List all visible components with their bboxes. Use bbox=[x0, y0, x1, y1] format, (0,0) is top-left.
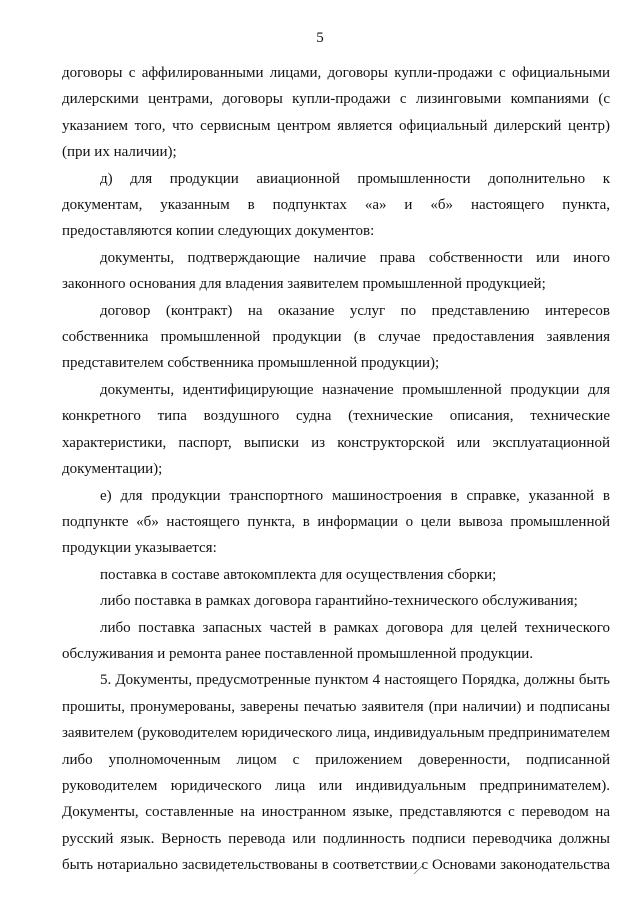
paragraph-identifying-documents: документы, идентифицирующие назначение промышленной продукции для конкретного типа воздушного судна (технические описания, технические характеристики, паспорт, выписки из конструкторской или эксплуатационной документации); bbox=[62, 381, 610, 478]
paragraph-spare-parts-supply: либо поставка запасных частей в рамках договора для целей технического обслуживания и ремонта ранее поставленной промышленной продукции. bbox=[62, 619, 610, 662]
paragraph-transport-engineering: е) для продукции транспортного машиностроения в справке, указанной в подпункте «б» настоящего пункта, в информации о цели вывоза промышленной продукции указывается: bbox=[62, 487, 610, 557]
paragraph-ownership-documents: документы, подтверждающие наличие права собственности или иного законного основания для владения заявителем промышленной продукцией; bbox=[62, 249, 610, 293]
paragraph-section-5: 5. Документы, предусмотренные пунктом 4 настоящего Порядка, должны быть прошиты, пронумерованы, заверены печатью заявителя (при наличии) и подписаны заявителем (руководителем юридического лица, индивидуальным предпринимателем либо уполномоченным лицом с приложением доверенности, подписанной руководителем юридического лица или индивидуальным предпринимателем). Документы, составленные на иностранном языке, представляются с переводом на русский язык. Верность перевода или подлинность подписи переводчика должны быть нотариально засвидетельствованы в соответствии с Основами законодательства bbox=[62, 672, 610, 874]
paragraph-service-contract: договор (контракт) на оказание услуг по представлению интересов собственника промышленной продукции (в случае предоставления заявления представителем собственника промышленной продукции); bbox=[62, 302, 610, 372]
pen-stroke-mark bbox=[412, 862, 426, 876]
paragraph-autokit-supply: поставка в составе автокомплекта для осуществления сборки; bbox=[100, 566, 497, 583]
paragraph-affiliated-contracts: договоры с аффилированными лицами, договоры купли-продажи с официальными дилерскими центрами, договоры купли-продажи с лизинговыми компаниями (с указанием того, что сервисным центром является официальный дилерский центр) (при их наличии); bbox=[62, 65, 610, 161]
page-number: 5 bbox=[316, 30, 324, 46]
document-body bbox=[62, 60, 610, 879]
paragraph-warranty-supply: либо поставка в рамках договора гарантийно-технического обслуживания; bbox=[100, 593, 578, 610]
paragraph-aviation-industry: д) для продукции авиационной промышленности дополнительно к документам, указанным в подпунктах «а» и «б» настоящего пункта, предоставляются копии следующих документов: bbox=[62, 170, 610, 240]
